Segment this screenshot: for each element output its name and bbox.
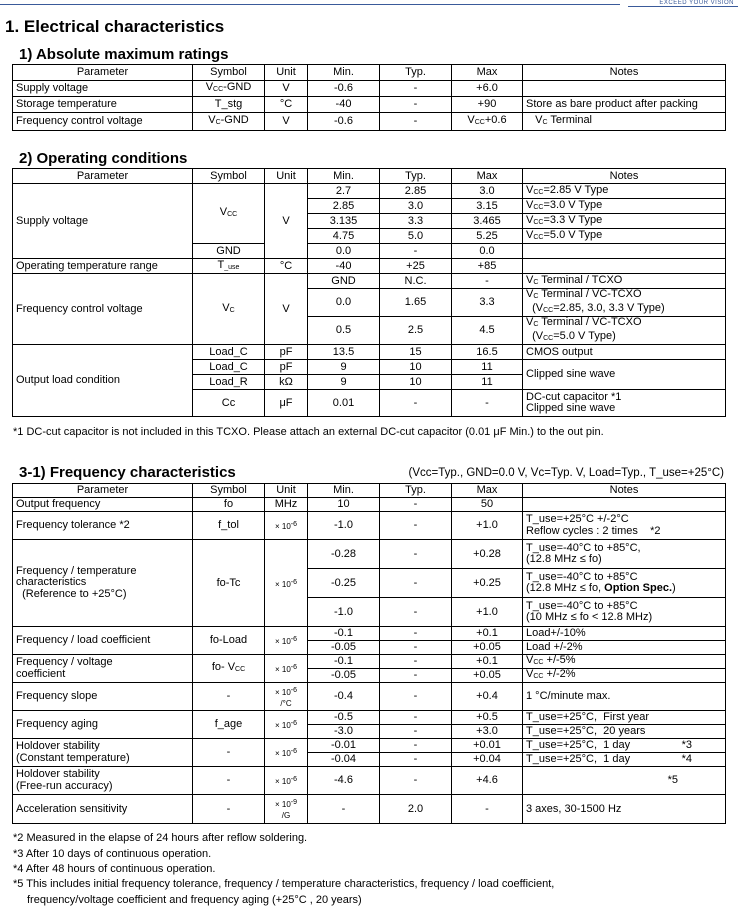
cell-typ: - (380, 627, 452, 641)
cell-max: 16.5 (452, 345, 523, 360)
cell-max: +1.0 (452, 512, 523, 540)
cell-symbol: Load_C (193, 360, 265, 375)
col-notes: Notes (523, 169, 726, 184)
cell-max: VCC+0.6 (452, 113, 523, 131)
cell-min: -0.05 (308, 669, 380, 683)
cell-param: Output load condition (13, 345, 193, 417)
brand-slogan: EXCEED YOUR VISION (659, 0, 734, 6)
cell-notes: VC Terminal (523, 113, 726, 131)
cell-min: GND (308, 274, 380, 289)
cell-symbol: fo-Tc (193, 540, 265, 627)
cell-min: -0.1 (308, 655, 380, 669)
cell-typ: - (380, 390, 452, 417)
cell-min: 13.5 (308, 345, 380, 360)
header-rule (0, 4, 620, 5)
cell-symbol: f_tol (193, 512, 265, 540)
cell-notes (523, 498, 726, 512)
cell-param: Operating temperature range (13, 259, 193, 274)
footnote-3: *3 After 10 days of continuous operation. (13, 848, 212, 860)
cell-max: +6.0 (452, 81, 523, 97)
cell-max: 4.5 (452, 317, 523, 345)
frequency-characteristics-table (12, 483, 726, 824)
section-freq-title: 3-1) Frequency characteristics (19, 464, 236, 481)
table-row (13, 683, 726, 711)
cell-typ: - (380, 97, 452, 113)
cell-min: 9 (308, 360, 380, 375)
cell-typ: - (380, 725, 452, 739)
cell-typ: - (380, 598, 452, 627)
cell-notes: T_use=-40°C to +85°C (12.8 MHz ≤ fo, Option Spec.) (523, 569, 726, 598)
cell-notes (523, 244, 726, 259)
table-row (13, 345, 726, 360)
table-row (13, 739, 726, 753)
cell-notes: T_use=+25°C, 20 years (523, 725, 726, 739)
cell-notes: VC Terminal / TCXO (523, 274, 726, 289)
cell-notes: T_use=+25°C +/-2°C Reflow cycles : 2 times *2 (523, 512, 726, 540)
cell-max: 50 (452, 498, 523, 512)
cell-typ: - (380, 767, 452, 795)
cell-unit: V (265, 184, 308, 259)
cell-max: +85 (452, 259, 523, 274)
col-max: Max (452, 484, 523, 498)
cell-max: 3.465 (452, 214, 523, 229)
cell-min: -0.05 (308, 641, 380, 655)
cell-max: +3.0 (452, 725, 523, 739)
brand-rule (628, 6, 738, 7)
cell-min: - (308, 795, 380, 824)
table-header-row (13, 169, 726, 184)
col-parameter: Parameter (13, 65, 193, 81)
col-max: Max (452, 169, 523, 184)
cell-min: -1.0 (308, 598, 380, 627)
cell-typ: 2.5 (380, 317, 452, 345)
footnote-4: *4 After 48 hours of continuous operation. (13, 863, 216, 875)
cell-max: - (452, 795, 523, 824)
cell-typ: - (380, 641, 452, 655)
cell-min: -0.28 (308, 540, 380, 569)
abs-max-table (12, 64, 726, 131)
cell-typ: - (380, 739, 452, 753)
cell-unit: kΩ (265, 375, 308, 390)
cell-notes: VCC=3.3 V Type (523, 214, 726, 229)
cell-unit: °C (265, 97, 308, 113)
cell-min: -1.0 (308, 512, 380, 540)
cell-symbol: VC (193, 274, 265, 345)
col-symbol: Symbol (193, 169, 265, 184)
cell-notes: T_use=+25°C, First year (523, 711, 726, 725)
col-typ: Typ. (380, 169, 452, 184)
cell-notes (523, 81, 726, 97)
footnote-2: *2 Measured in the elapse of 24 hours after reflow soldering. (13, 832, 308, 844)
cell-min: -3.0 (308, 725, 380, 739)
cell-max: +0.01 (452, 739, 523, 753)
cell-typ: - (380, 655, 452, 669)
cell-max: 3.15 (452, 199, 523, 214)
page-title: 1. Electrical characteristics (5, 17, 225, 36)
cell-typ: - (380, 569, 452, 598)
cell-max: +0.05 (452, 641, 523, 655)
cell-symbol: - (193, 767, 265, 795)
cell-max: 3.3 (452, 289, 523, 317)
cell-notes: VC Terminal / VC-TCXO (VCC=5.0 V Type) (523, 317, 726, 345)
cell-param: Storage temperature (13, 97, 193, 113)
cell-symbol: VC-GND (193, 113, 265, 131)
cell-typ: - (380, 113, 452, 131)
cell-notes: Load+/-10% (523, 627, 726, 641)
cell-notes: VC Terminal / VC-TCXO (VCC=2.85, 3.0, 3.3 V Type) (523, 289, 726, 317)
cell-symbol: - (193, 683, 265, 711)
cell-symbol: Load_C (193, 345, 265, 360)
col-max: Max (452, 65, 523, 81)
footnote-1: *1 DC-cut capacitor is not included in this TCXO. Please attach an external DC-cut capacitor (0.01 μF Min.) to the out pin. (13, 426, 604, 438)
col-notes: Notes (523, 65, 726, 81)
cell-param: Frequency tolerance *2 (13, 512, 193, 540)
cell-param: Frequency / voltage coefficient (13, 655, 193, 683)
table-row (13, 655, 726, 669)
cell-notes: VCC=3.0 V Type (523, 199, 726, 214)
cell-min: -0.1 (308, 627, 380, 641)
cell-typ: 2.0 (380, 795, 452, 824)
cell-min: -0.5 (308, 711, 380, 725)
cell-symbol: Cc (193, 390, 265, 417)
table-row (13, 81, 726, 97)
cell-max: 11 (452, 375, 523, 390)
cell-max: 5.25 (452, 229, 523, 244)
cell-symbol: VCC (193, 184, 265, 244)
cell-unit: × 10-6 (265, 767, 308, 795)
cell-max: 3.0 (452, 184, 523, 199)
table-row (13, 274, 726, 289)
cell-max: 11 (452, 360, 523, 375)
cell-unit: MHz (265, 498, 308, 512)
cell-unit: × 10-6 (265, 540, 308, 627)
cell-param: Acceleration sensitivity (13, 795, 193, 824)
cell-max: +0.4 (452, 683, 523, 711)
cell-max: +0.04 (452, 753, 523, 767)
table-row (13, 627, 726, 641)
cell-typ: - (380, 683, 452, 711)
cell-unit: V (265, 81, 308, 97)
col-unit: Unit (265, 65, 308, 81)
footnote-5-continued: frequency/voltage coefficient and frequency aging (+25°C , 20 years) (27, 894, 362, 906)
cell-min: -0.01 (308, 739, 380, 753)
cell-notes (523, 259, 726, 274)
cell-symbol: VCC-GND (193, 81, 265, 97)
cell-typ: - (380, 711, 452, 725)
col-parameter: Parameter (13, 169, 193, 184)
cell-param: Supply voltage (13, 81, 193, 97)
cell-min: -40 (308, 259, 380, 274)
table-row (13, 97, 726, 113)
cell-notes: T_use=-40°C to +85°C (10 MHz ≤ fo < 12.8 MHz) (523, 598, 726, 627)
cell-typ: - (380, 244, 452, 259)
cell-min: -0.4 (308, 683, 380, 711)
col-symbol: Symbol (193, 484, 265, 498)
cell-min: 3.135 (308, 214, 380, 229)
cell-max: +0.1 (452, 655, 523, 669)
cell-typ: - (380, 512, 452, 540)
cell-min: -0.6 (308, 81, 380, 97)
table-header-row (13, 484, 726, 498)
cell-notes: VCC +/-2% (523, 669, 726, 683)
cell-notes: CMOS output (523, 345, 726, 360)
cell-unit: μF (265, 390, 308, 417)
cell-notes: VCC=5.0 V Type (523, 229, 726, 244)
cell-symbol: GND (193, 244, 265, 259)
cell-max: +0.1 (452, 627, 523, 641)
cell-unit: × 10-6 (265, 711, 308, 739)
cell-param: Output frequency (13, 498, 193, 512)
section-abs-title: 1) Absolute maximum ratings (19, 46, 229, 63)
cell-unit: × 10-6 (265, 739, 308, 767)
cell-max: +0.25 (452, 569, 523, 598)
cell-param: Holdover stability (Free-run accuracy) (13, 767, 193, 795)
cell-max: +4.6 (452, 767, 523, 795)
cell-max: +90 (452, 97, 523, 113)
cell-typ: - (380, 753, 452, 767)
cell-unit: × 10-6 (265, 627, 308, 655)
col-typ: Typ. (380, 65, 452, 81)
cell-notes: Store as bare product after packing (523, 97, 726, 113)
cell-min: -4.6 (308, 767, 380, 795)
cell-unit: pF (265, 360, 308, 375)
table-row (13, 795, 726, 824)
cell-unit: pF (265, 345, 308, 360)
table-row (13, 113, 726, 131)
cell-param: Frequency slope (13, 683, 193, 711)
cell-typ: 10 (380, 375, 452, 390)
table-row (13, 767, 726, 795)
test-conditions: (Vcc=Typ., GND=0.0 V, Vc=Typ. V, Load=Typ., T_use=+25°C) (408, 467, 724, 479)
cell-typ: 5.0 (380, 229, 452, 244)
cell-notes: 3 axes, 30-1500 Hz (523, 795, 726, 824)
cell-unit: V (265, 274, 308, 345)
cell-typ: N.C. (380, 274, 452, 289)
cell-typ: - (380, 669, 452, 683)
table-row (13, 498, 726, 512)
cell-symbol: - (193, 739, 265, 767)
cell-param: Holdover stability (Constant temperature) (13, 739, 193, 767)
table-row (13, 540, 726, 569)
cell-unit: °C (265, 259, 308, 274)
cell-symbol: fo- VCC (193, 655, 265, 683)
cell-min: 9 (308, 375, 380, 390)
cell-typ: - (380, 540, 452, 569)
cell-notes: Clipped sine wave (523, 360, 726, 390)
cell-param: Frequency control voltage (13, 274, 193, 345)
section-op-title: 2) Operating conditions (19, 150, 188, 167)
cell-notes: DC-cut capacitor *1 Clipped sine wave (523, 390, 726, 417)
col-symbol: Symbol (193, 65, 265, 81)
cell-min: -0.25 (308, 569, 380, 598)
cell-min: 4.75 (308, 229, 380, 244)
cell-min: 0.01 (308, 390, 380, 417)
cell-min: -0.6 (308, 113, 380, 131)
cell-typ: +25 (380, 259, 452, 274)
cell-max: 0.0 (452, 244, 523, 259)
footnote-5: *5 This includes initial frequency tolerance, frequency / temperature characteristics, frequency / load coefficient, (13, 878, 555, 890)
cell-max: +0.5 (452, 711, 523, 725)
cell-notes: VCC +/-5% (523, 655, 726, 669)
cell-symbol: Load_R (193, 375, 265, 390)
cell-max: +0.28 (452, 540, 523, 569)
cell-symbol: fo (193, 498, 265, 512)
table-row (13, 711, 726, 725)
cell-typ: 15 (380, 345, 452, 360)
table-row (13, 184, 726, 199)
cell-unit: V (265, 113, 308, 131)
cell-param: Supply voltage (13, 184, 193, 259)
cell-unit: × 10-6 (265, 655, 308, 683)
operating-conditions-table (12, 168, 726, 417)
cell-param: Frequency control voltage (13, 113, 193, 131)
cell-min: 10 (308, 498, 380, 512)
cell-max: - (452, 390, 523, 417)
cell-symbol: fo-Load (193, 627, 265, 655)
table-row (13, 259, 726, 274)
cell-param: Frequency / load coefficient (13, 627, 193, 655)
cell-max: +1.0 (452, 598, 523, 627)
table-header-row (13, 65, 726, 81)
cell-unit: × 10-9 /G (265, 795, 308, 824)
cell-notes: T_use=+25°C, 1 day *3 (523, 739, 726, 753)
cell-unit: × 10-6 (265, 512, 308, 540)
cell-min: 0.5 (308, 317, 380, 345)
cell-typ: 1.65 (380, 289, 452, 317)
col-notes: Notes (523, 484, 726, 498)
cell-min: 2.85 (308, 199, 380, 214)
cell-param: Frequency / temperature characteristics (Reference to +25°C) (13, 540, 193, 627)
cell-min: 0.0 (308, 244, 380, 259)
cell-max: - (452, 274, 523, 289)
cell-symbol: - (193, 795, 265, 824)
cell-param: Frequency aging (13, 711, 193, 739)
col-unit: Unit (265, 169, 308, 184)
cell-typ: - (380, 81, 452, 97)
cell-notes: T_use=-40°C to +85°C, (12.8 MHz ≤ fo) (523, 540, 726, 569)
col-parameter: Parameter (13, 484, 193, 498)
cell-typ: - (380, 498, 452, 512)
cell-symbol: T_stg (193, 97, 265, 113)
cell-notes: 1 °C/minute max. (523, 683, 726, 711)
table-row (13, 512, 726, 540)
cell-max: +0.05 (452, 669, 523, 683)
cell-min: 0.0 (308, 289, 380, 317)
col-typ: Typ. (380, 484, 452, 498)
cell-min: -40 (308, 97, 380, 113)
col-min: Min. (308, 65, 380, 81)
cell-typ: 3.0 (380, 199, 452, 214)
col-min: Min. (308, 169, 380, 184)
cell-unit: × 10-6 /°C (265, 683, 308, 711)
cell-typ: 2.85 (380, 184, 452, 199)
cell-notes: T_use=+25°C, 1 day *4 (523, 753, 726, 767)
col-unit: Unit (265, 484, 308, 498)
cell-min: 2.7 (308, 184, 380, 199)
col-min: Min. (308, 484, 380, 498)
cell-notes: Load +/-2% (523, 641, 726, 655)
cell-notes: VCC=2.85 V Type (523, 184, 726, 199)
cell-notes: *5 (523, 767, 726, 795)
cell-min: -0.04 (308, 753, 380, 767)
cell-symbol: f_age (193, 711, 265, 739)
cell-typ: 10 (380, 360, 452, 375)
cell-symbol: T_use (193, 259, 265, 274)
cell-typ: 3.3 (380, 214, 452, 229)
